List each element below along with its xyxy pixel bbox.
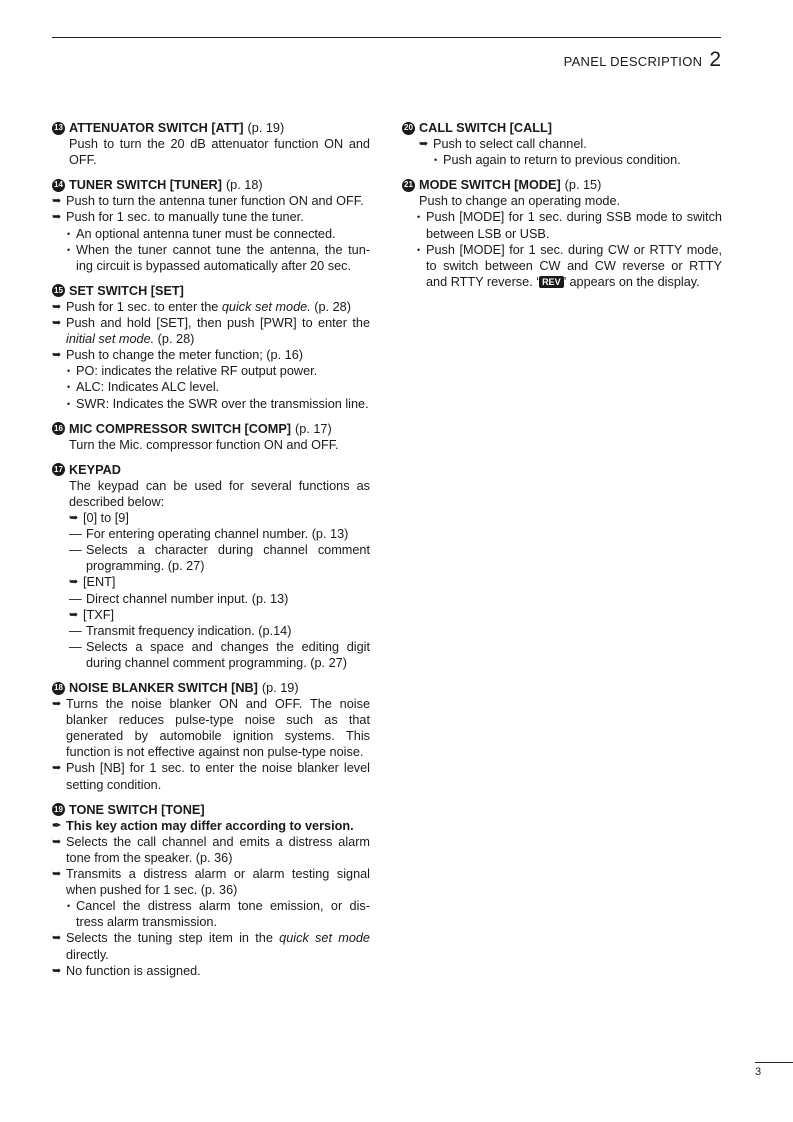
page-ref: (p. 17): [295, 421, 332, 436]
section-body: Turn the Mic. compressor function ON and OFF.: [69, 437, 339, 452]
page-number: 3: [755, 1066, 762, 1078]
dash-icon: —: [69, 623, 82, 638]
sub-item: • An optional antenna tuner must be connected.: [67, 226, 336, 241]
section-call: [402, 120, 722, 168]
arrow-icon: ➥: [52, 211, 62, 224]
arrow-icon: ➥: [52, 317, 62, 330]
bullet-icon: •: [67, 901, 71, 912]
keypad-group: [52, 510, 370, 671]
item-number-icon: 20: [402, 122, 415, 135]
arrow-icon: ➥: [52, 762, 62, 775]
item-number-icon: 21: [402, 179, 415, 192]
section-title: NOISE BLANKER SWITCH [NB]: [69, 681, 258, 695]
section-set: [52, 283, 370, 412]
item-number-icon: 13: [52, 122, 65, 135]
arrow-icon: ➥: [419, 138, 429, 151]
sub-item: • Cancel the distress alarm tone emission, or dis-tress alarm transmission.: [67, 899, 370, 930]
section-attenuator: [52, 120, 370, 168]
item-number-icon: 18: [52, 682, 65, 695]
arrow-icon: ➥: [52, 698, 62, 711]
chapter-number: 2: [709, 48, 721, 71]
bullet-icon: •: [67, 228, 71, 239]
sub-item: • Push [MODE] for 1 sec. during SSB mode to switch between LSB or USB.: [417, 210, 722, 241]
list-item: ➥ Push and hold [SET], then push [PWR] to enter the initial set mode. (p. 28): [52, 316, 370, 347]
left-column: [52, 120, 370, 988]
section-title: SET SWITCH [SET]: [69, 283, 184, 298]
section-mic-compressor: [52, 421, 370, 453]
dash-item: — Transmit frequency indication. (p.14): [69, 623, 292, 638]
list-item: ➥ [0] to [9]: [69, 511, 129, 526]
list-item: ➥ Push for 1 sec. to enter the quick set mode. (p. 28): [52, 299, 351, 314]
bullet-icon: •: [434, 155, 438, 166]
dash-item: — Selects a space and changes the editing digit during channel comment programming. (p. 27): [69, 639, 370, 670]
section-body: Push to turn the 20 dB attenuator function ON and OFF.: [69, 137, 370, 168]
bullet-icon: •: [67, 398, 71, 409]
sub-item: • Push [MODE] for 1 sec. during CW or RTTY mode, to switch between CW and CW reverse or RTTY and RTTY reverse. ‘ REV ’ appears on the display.: [417, 242, 722, 289]
section-title: TUNER SWITCH [TUNER]: [69, 178, 222, 193]
dash-icon: —: [69, 591, 82, 606]
page-ref: (p. 15): [564, 178, 602, 193]
bullet-icon: •: [67, 366, 71, 377]
dash-icon: —: [69, 543, 82, 558]
list-item: ➥ Transmits a distress alarm or alarm testing signal when pushed for 1 sec. (p. 36): [52, 867, 370, 898]
sub-item: • SWR: Indicates the SWR over the transmission line.: [67, 396, 369, 411]
section-title: CALL SWITCH [CALL]: [419, 121, 552, 135]
sub-item: • ALC: Indicates ALC level.: [67, 380, 220, 395]
section-tuner: [52, 177, 370, 274]
arrow-icon: ➥: [69, 576, 79, 589]
list-item: ➥ Push to change the meter function; (p. 16): [52, 348, 303, 363]
arrow-icon: ➥: [52, 868, 62, 881]
section-title: KEYPAD: [69, 462, 121, 477]
header-rule: [52, 37, 721, 38]
page-ref: (p. 19): [247, 121, 285, 135]
sub-item: • Push again to return to previous condition.: [434, 153, 681, 168]
list-item: ➥ Turns the noise blanker ON and OFF. The noise blanker reduces pulse-type noise such as that generated by automobile ignition systems. This function is not effective against non pulse-type noise.: [52, 697, 370, 760]
section-title: TONE SWITCH [TONE]: [69, 802, 205, 817]
item-number-icon: 15: [52, 284, 65, 297]
section-tone: [52, 802, 370, 979]
right-column: [402, 120, 722, 299]
bullet-icon: •: [67, 244, 71, 255]
sub-item: • When the tuner cannot tune the antenna, the tun-ing circuit is bypassed automatically after 20 sec.: [67, 242, 370, 273]
list-item: ➥ Selects the call channel and emits a distress alarm tone from the speaker. (p. 36): [52, 834, 370, 865]
section-mode: [402, 177, 722, 290]
list-item: ➥ [TXF]: [69, 607, 115, 622]
pen-icon: ✒: [52, 819, 62, 832]
dash-icon: —: [69, 639, 82, 654]
list-item: ➥ [ENT]: [69, 575, 116, 590]
section-keypad: [52, 462, 370, 671]
dash-item: — Direct channel number input. (p. 13): [69, 591, 289, 606]
arrow-icon: ➥: [69, 608, 79, 621]
bullet-icon: •: [67, 382, 71, 393]
sub-item: • PO: indicates the relative RF output power.: [67, 364, 318, 379]
list-item: ➥ Push to select call channel.: [419, 137, 587, 152]
dash-icon: —: [69, 527, 82, 542]
dash-item: — For entering operating channel number. (p. 13): [69, 527, 349, 542]
bullet-icon: •: [417, 212, 421, 223]
section-title: ATTENUATOR SWITCH [ATT]: [69, 121, 244, 135]
section-title: MODE SWITCH [MODE]: [419, 178, 561, 193]
arrow-icon: ➥: [52, 932, 62, 945]
bullet-icon: •: [417, 244, 421, 255]
footer-rule: [755, 1062, 793, 1063]
list-item: ➥ Push to turn the antenna tuner function ON and OFF.: [52, 194, 364, 209]
item-number-icon: 17: [52, 463, 65, 476]
list-item: ➥ Push [NB] for 1 sec. to enter the noise blanker level setting condition.: [52, 761, 370, 792]
section-title: MIC COMPRESSOR SWITCH [COMP]: [69, 421, 292, 436]
item-number-icon: 19: [52, 803, 65, 816]
dash-item: — Selects a character during channel comment programming. (p. 27): [69, 543, 370, 574]
section-body: The keypad can be used for several functions as described below:: [69, 478, 370, 509]
page-ref: (p. 19): [261, 681, 299, 695]
list-item: ➥ No function is assigned.: [52, 963, 201, 978]
arrow-icon: ➥: [52, 835, 62, 848]
version-note: ✒ This key action may differ according to version.: [52, 818, 354, 833]
section-body: [402, 136, 722, 168]
page-header: [564, 48, 721, 72]
chapter-title: PANEL DESCRIPTION: [563, 54, 703, 69]
page-ref: (p. 18): [225, 178, 263, 193]
arrow-icon: ➥: [52, 964, 62, 977]
rev-indicator-icon: REV: [539, 276, 564, 288]
list-item: ➥ Selects the tuning step item in the quick set mode directly.: [52, 931, 370, 962]
item-number-icon: 16: [52, 422, 65, 435]
arrow-icon: ➥: [52, 349, 62, 362]
item-number-icon: 14: [52, 179, 65, 192]
arrow-icon: ➥: [52, 195, 62, 208]
section-body: Push to change an operating mode.: [419, 194, 621, 209]
section-noise-blanker: [52, 680, 370, 793]
arrow-icon: ➥: [52, 300, 62, 313]
arrow-icon: ➥: [69, 512, 79, 525]
list-item: ➥ Push for 1 sec. to manually tune the tuner.: [52, 210, 304, 225]
